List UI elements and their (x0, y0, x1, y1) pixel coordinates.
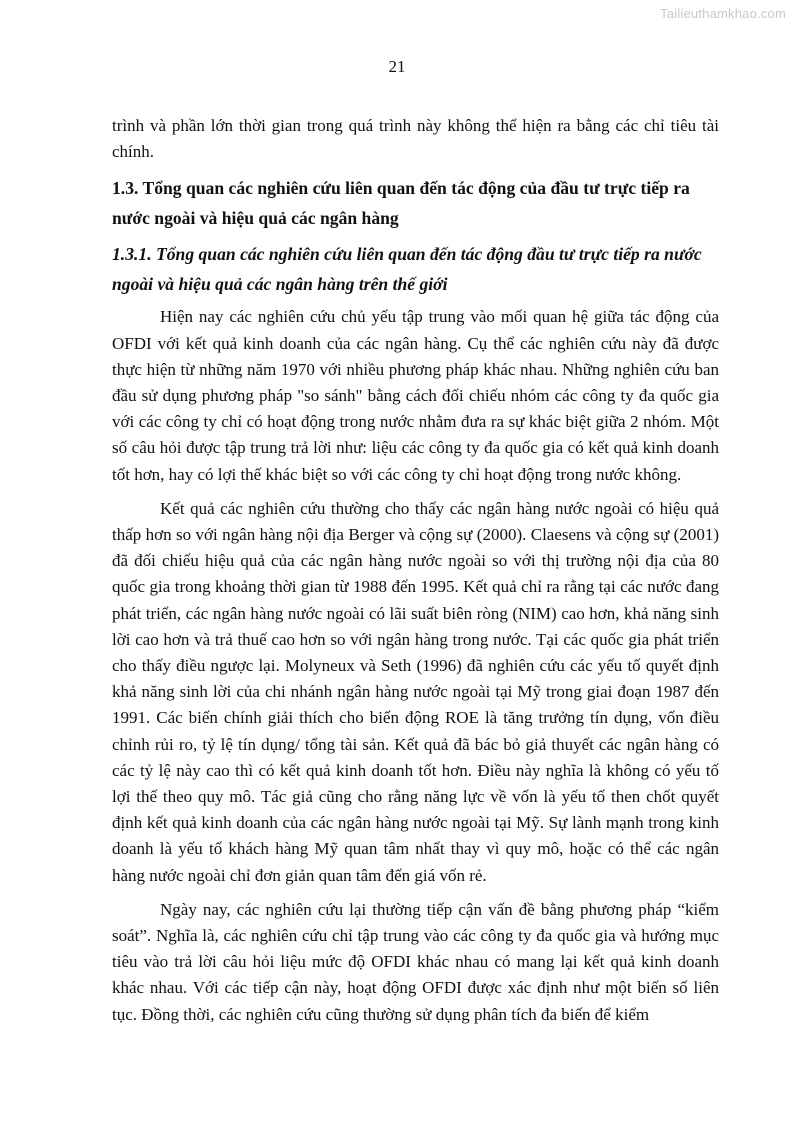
subsection-heading-1-3-1: 1.3.1. Tổng quan các nghiên cứu liên quan đến tác động đầu tư trực tiếp ra nước ngoài và hiệu quả các ngân hàng trên thế giới (112, 244, 702, 295)
watermark: Tailieuthamkhao.com (660, 6, 786, 21)
paragraph-ofdi-overview: Hiện nay các nghiên cứu chủ yếu tập trung vào mối quan hệ giữa tác động của OFDI với kết quả kinh doanh của các ngân hàng. Cụ thể các nghiên cứu này đã được thực hiện từ những năm 1970 với nhiều phương pháp khác nhau. Những nghiên cứu ban đầu sử dụng phương pháp "so sánh" bằng cách đối chiếu nhóm các công ty đa quốc gia với các công ty chỉ có hoạt động trong nước nhằm đưa ra sự khác biệt giữa 2 nhóm. Một số câu hỏi được tập trung trả lời như: liệu các công ty đa quốc gia có kết quả kinh doanh tốt hơn, hay có lợi thế khác biệt so với các công ty chỉ hoạt động trong nước không. (112, 307, 719, 484)
paragraph-research-results: Kết quả các nghiên cứu thường cho thấy các ngân hàng nước ngoài có hiệu quả thấp hơn so với ngân hàng nội địa Berger và cộng sự (2000). Claesens và cộng sự (2001) đã đối chiếu hiệu quả của các ngân hàng nước ngoài so với thị trường nội địa của 80 quốc gia trong khoảng thời gian từ 1988 đến 1995. Kết quả chỉ ra rằng tại các nước đang phát triển, các ngân hàng nước ngoài có lãi suất biên ròng (NIM) cao hơn, khả năng sinh lời cao hơn và trả thuế cao hơn so với ngân hàng trong nước. Tại các quốc gia phát triển cho thấy điều ngược lại. Molyneux và Seth (1996) đã nghiên cứu các yếu tố quyết định khả năng sinh lời của chi nhánh ngân hàng nước ngoài tại Mỹ trong giai đoạn 1987 đến 1991. Các biến chính giải thích cho biến động ROE là tăng trưởng tín dụng, vốn điều chỉnh rủi ro, tỷ lệ tín dụng/ tổng tài sản. Kết quả đã bác bỏ giả thuyết các ngân hàng có các tỷ lệ này cao thì có kết quả kinh doanh tốt hơn. Điều này nghĩa là không có yếu tố lợi thế theo quy mô. Tác giả cũng cho rằng năng lực về vốn là yếu tố then chốt quyết định kết quả kinh doanh của các ngân hàng nước ngoài tại Mỹ. Sự lành mạnh trong kinh doanh là yếu tố khách hàng Mỹ quan tâm nhất thay vì quy mô, hoặc có thể các ngân hàng nước ngoài chỉ đơn giản quan tâm đến giá vốn rẻ. (112, 498, 719, 885)
paragraph-control-approach: Ngày nay, các nghiên cứu lại thường tiếp cận vấn đề bằng phương pháp “kiểm soát”. Nghĩa là, các nghiên cứu chỉ tập trung vào các công ty đa quốc gia và hướng mục tiêu vào trả lời câu hỏi liệu mức độ OFDI khác nhau có mang lại kết quả kinh doanh khác nhau. Với các tiếp cận này, hoạt động OFDI được xác định như một biến số liên tục. Đồng thời, các nghiên cứu cũng thường sử dụng phân tích đa biến để kiểm (112, 899, 719, 1024)
page-number: 21 (388, 57, 406, 76)
document-body (112, 113, 719, 1028)
paragraph-continuation: trình và phần lớn thời gian trong quá trình này không thể hiện ra bằng các chỉ tiêu tài chính. (112, 116, 719, 162)
section-heading-1-3: 1.3. Tổng quan các nghiên cứu liên quan đến tác động của đầu tư trực tiếp ra nước ngoài và hiệu quả các ngân hàng (112, 178, 690, 229)
